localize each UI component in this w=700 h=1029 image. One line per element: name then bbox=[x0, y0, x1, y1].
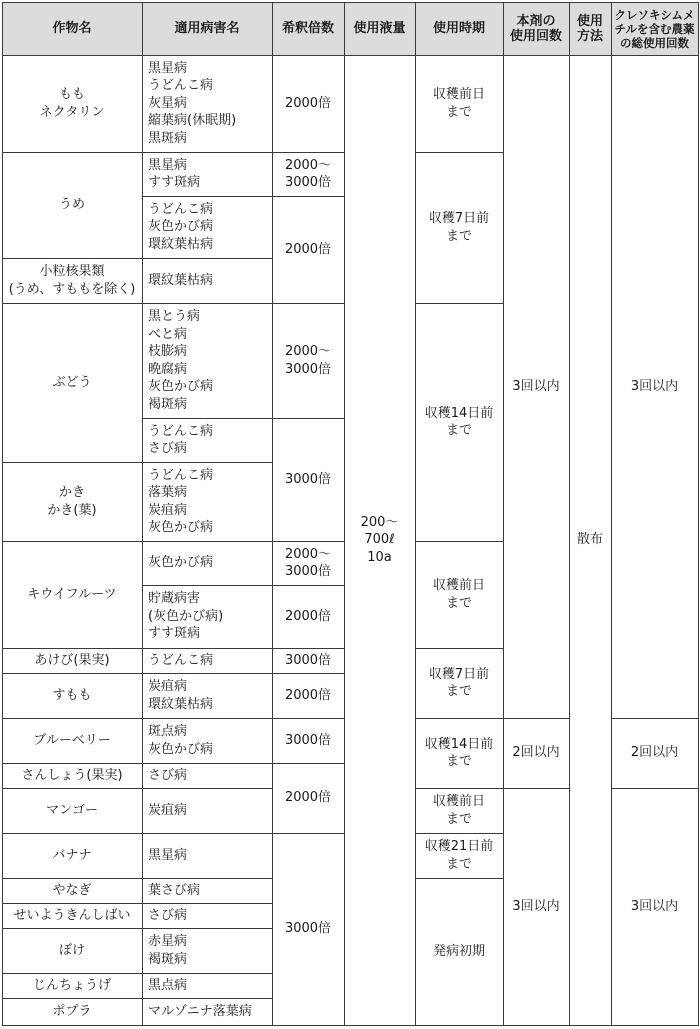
table-border bbox=[569, 2, 570, 1026]
dilution-cell: 3000倍 bbox=[284, 652, 332, 668]
disease-kiwi-2: 貯蔵病害 (灰色かび病) すす斑病 bbox=[148, 591, 224, 642]
table-border bbox=[142, 788, 272, 789]
table-border bbox=[415, 833, 503, 834]
header-timing: 使用時期 bbox=[415, 2, 503, 55]
table-border bbox=[2, 673, 142, 674]
table-border bbox=[611, 718, 698, 719]
table-border bbox=[272, 2, 273, 1026]
table-border bbox=[2, 788, 142, 789]
table-border bbox=[142, 763, 272, 764]
table-border bbox=[142, 2, 143, 1026]
disease-banana: 黒星病 bbox=[148, 847, 188, 863]
disease-ume-1: 黒星病 すす斑病 bbox=[148, 157, 201, 190]
table-border bbox=[272, 418, 344, 419]
crop-boke: ぼけ bbox=[58, 942, 85, 958]
crop-momo: もも ネクタリン bbox=[39, 87, 105, 120]
table-border bbox=[2, 998, 142, 999]
disease-popura: マルゾニナ落葉病 bbox=[148, 1003, 252, 1019]
header-disease: 適用病害名 bbox=[142, 2, 272, 55]
timing-cell: 発病初期 bbox=[432, 943, 485, 959]
table-border bbox=[142, 258, 272, 259]
dilution-cell: 2000～ 3000倍 bbox=[284, 344, 332, 377]
table-border bbox=[611, 788, 698, 789]
disease-jinchouge: 黒点病 bbox=[148, 977, 188, 993]
table-border bbox=[2, 2, 3, 1026]
disease-shoryukaku: 環紋葉枯病 bbox=[148, 272, 214, 288]
table-border bbox=[272, 541, 344, 542]
dilution-cell: 2000倍 bbox=[284, 790, 332, 806]
timing-cell: 収穫14日前 まで bbox=[424, 405, 494, 438]
table-border bbox=[272, 152, 344, 153]
table-border bbox=[272, 196, 344, 197]
dilution-cell: 2000倍 bbox=[284, 241, 332, 257]
table-border bbox=[142, 152, 272, 153]
disease-kiwi-1: 灰色かび病 bbox=[148, 555, 214, 571]
crop-jinchouge: じんちょうげ bbox=[32, 977, 111, 993]
table-border bbox=[2, 1025, 699, 1026]
timing-cell: 収穫前日 まで bbox=[432, 794, 485, 827]
header-volume: 使用液量 bbox=[344, 2, 415, 55]
table-border bbox=[142, 878, 272, 879]
table-border bbox=[415, 718, 503, 719]
table-border bbox=[415, 541, 503, 542]
table-border bbox=[2, 763, 142, 764]
table-border bbox=[2, 928, 142, 929]
crop-sumomo: すもも bbox=[52, 687, 92, 703]
crop-sansho: さんしょう(果実) bbox=[21, 767, 123, 783]
table-border bbox=[142, 928, 272, 929]
total-cell: 3回以内 bbox=[630, 898, 679, 914]
header-crop: 作物名 bbox=[2, 2, 142, 55]
crop-budou: ぶどう bbox=[52, 374, 92, 390]
table-border bbox=[415, 303, 503, 304]
table-border bbox=[142, 718, 272, 719]
table-border bbox=[2, 718, 142, 719]
table-border bbox=[272, 303, 344, 304]
times-cell: 2回以内 bbox=[512, 745, 560, 761]
total-cell: 2回以内 bbox=[630, 745, 679, 761]
table-border bbox=[2, 833, 142, 834]
crop-yanagi: やなぎ bbox=[52, 882, 92, 898]
dilution-cell: 2000倍 bbox=[284, 608, 332, 624]
times-cell: 3回以内 bbox=[512, 378, 560, 394]
table-border bbox=[142, 998, 272, 999]
crop-akebi: あけび(果実) bbox=[34, 652, 110, 668]
crop-kiwi: キウイフルーツ bbox=[27, 586, 117, 602]
crop-blueberry: ブルーベリー bbox=[33, 732, 111, 748]
table-border bbox=[2, 303, 142, 304]
table-border bbox=[611, 2, 612, 1026]
table-border bbox=[2, 541, 142, 542]
table-border bbox=[142, 585, 272, 586]
disease-blueberry: 斑点病 灰色かび病 bbox=[148, 724, 214, 757]
table-border bbox=[2, 462, 142, 463]
table-border bbox=[272, 673, 344, 674]
crop-banana: バナナ bbox=[52, 847, 92, 863]
table-border bbox=[344, 2, 345, 1026]
table-border bbox=[503, 2, 504, 1026]
table-border bbox=[2, 878, 142, 879]
crop-popura: ポプラ bbox=[52, 1003, 92, 1019]
table-border bbox=[415, 878, 503, 879]
dilution-cell: 3000倍 bbox=[284, 921, 332, 937]
dilution-cell: 2000倍 bbox=[284, 95, 332, 111]
table-border bbox=[415, 648, 503, 649]
table-border bbox=[698, 2, 699, 1026]
table-border bbox=[2, 152, 142, 153]
timing-cell: 収穫14日前 まで bbox=[424, 736, 494, 769]
dilution-cell: 2000～ 3000倍 bbox=[284, 157, 332, 190]
header-method: 使用 方法 bbox=[569, 2, 611, 55]
table-border bbox=[415, 788, 503, 789]
disease-budou-2: うどんこ病 さび病 bbox=[148, 423, 214, 456]
table-border bbox=[503, 718, 569, 719]
timing-cell: 収穫前日 まで bbox=[432, 87, 485, 120]
crop-kaki: かき かき(葉) bbox=[47, 485, 97, 518]
disease-mango: 炭疽病 bbox=[148, 802, 188, 818]
crop-ume: うめ bbox=[58, 197, 85, 213]
disease-yanagi: 葉さび病 bbox=[148, 882, 201, 898]
dilution-cell: 3000倍 bbox=[284, 471, 332, 487]
crop-seiyoukinshibai: せいようきんしばい bbox=[13, 907, 131, 923]
table-border bbox=[142, 196, 272, 197]
table-border bbox=[142, 418, 272, 419]
timing-cell: 収穫7日前 まで bbox=[428, 666, 490, 699]
header-total: クレソキシムメ チルを含む農薬 の総使用回数 bbox=[611, 2, 698, 55]
timing-cell: 収穫前日 まで bbox=[432, 578, 485, 611]
table-border bbox=[2, 903, 142, 904]
method-cell: 散布 bbox=[576, 532, 603, 548]
volume-cell: 200～ 700ℓ 10a bbox=[360, 514, 399, 565]
timing-cell: 収穫7日前 まで bbox=[428, 211, 490, 244]
disease-boke: 赤星病 褐斑病 bbox=[148, 934, 188, 967]
table-border bbox=[2, 258, 142, 259]
table-border bbox=[503, 788, 569, 789]
table-border bbox=[142, 973, 272, 974]
table-border bbox=[142, 673, 272, 674]
dilution-cell: 2000倍 bbox=[284, 687, 332, 703]
table-border bbox=[272, 648, 344, 649]
disease-momo: 黒星病 うどんこ病 灰星病 縮葉病(休眠期) 黒斑病 bbox=[148, 60, 237, 146]
table-border bbox=[272, 585, 344, 586]
total-cell: 3回以内 bbox=[630, 378, 679, 394]
disease-kaki: うどんこ病 落葉病 炭疽病 灰色かび病 bbox=[148, 467, 214, 535]
table-border bbox=[272, 833, 344, 834]
table-border bbox=[415, 2, 416, 1026]
disease-sumomo: 炭疽病 環紋葉枯病 bbox=[148, 679, 214, 712]
crop-shoryukaku: 小粒核果類 (うめ、すももを除く) bbox=[8, 264, 136, 297]
table-border bbox=[272, 763, 344, 764]
dilution-cell: 3000倍 bbox=[284, 732, 332, 748]
dilution-cell: 2000～ 3000倍 bbox=[284, 546, 332, 579]
table-border bbox=[142, 462, 272, 463]
disease-budou-1: 黒とう病 べと病 枝膨病 晩腐病 灰色かび病 褐斑病 bbox=[148, 309, 214, 412]
table-border bbox=[142, 303, 272, 304]
table-border bbox=[2, 2, 699, 3]
table-border bbox=[2, 55, 699, 56]
crop-mango: マンゴー bbox=[45, 802, 98, 818]
header-times: 本剤の 使用回数 bbox=[503, 2, 569, 55]
table-border bbox=[415, 152, 503, 153]
header-dilution: 希釈倍数 bbox=[272, 2, 344, 55]
table-border bbox=[142, 903, 272, 904]
table-border bbox=[142, 648, 272, 649]
disease-ume-2: うどんこ病 灰色かび病 環紋葉枯病 bbox=[148, 201, 214, 252]
table-border bbox=[142, 833, 272, 834]
table-border bbox=[2, 648, 142, 649]
table-border bbox=[272, 718, 344, 719]
timing-cell: 収穫21日前 まで bbox=[424, 839, 494, 872]
table-border bbox=[142, 541, 272, 542]
table-border bbox=[2, 973, 142, 974]
times-cell: 3回以内 bbox=[512, 898, 560, 914]
disease-sansho: さび病 bbox=[148, 767, 188, 783]
disease-akebi: うどんこ病 bbox=[148, 652, 214, 668]
disease-seiyoukinshibai: さび病 bbox=[148, 907, 188, 923]
